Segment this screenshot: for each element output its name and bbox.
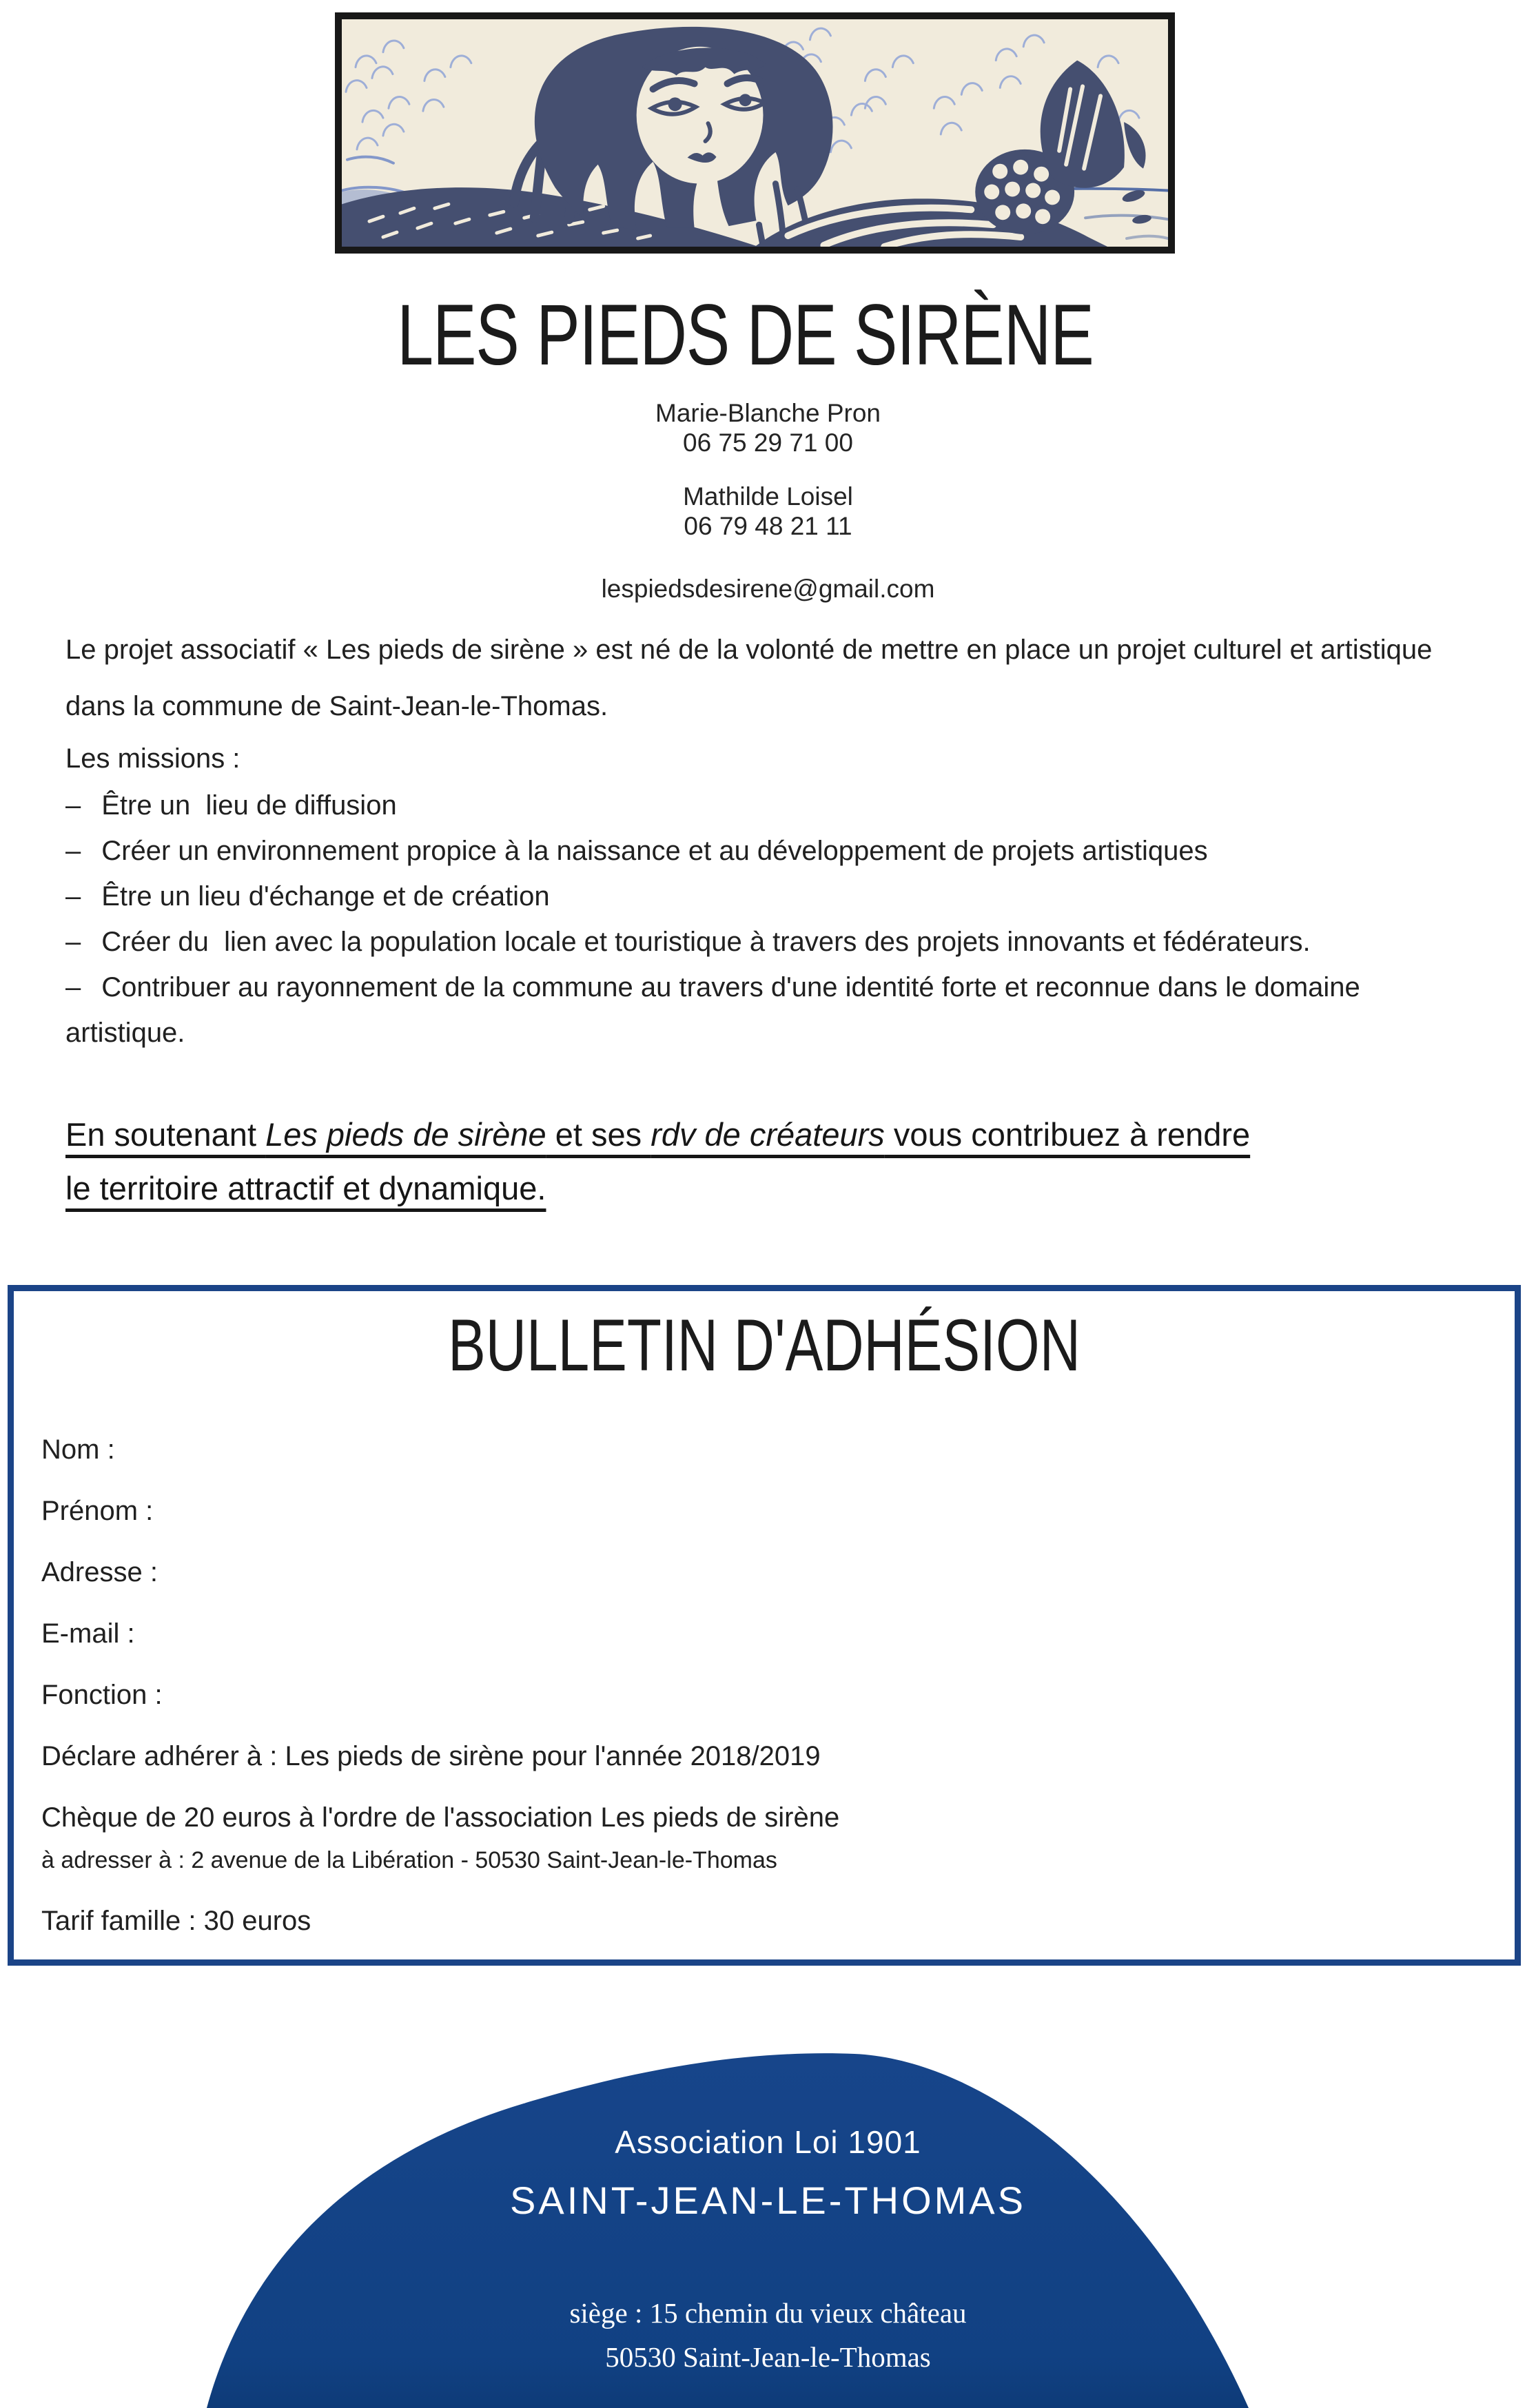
footer-section	[0, 2022, 1536, 2408]
declaration-line: Déclare adhérer à : Les pieds de sirène pour l'année 2018/2019	[41, 1741, 821, 1771]
statement-italic: Les pieds de sirène	[265, 1116, 546, 1153]
field-adresse: Adresse :	[41, 1557, 158, 1587]
statement-part: En soutenant	[65, 1116, 266, 1153]
seat-address-line1: siège : 15 chemin du vieux château	[569, 2297, 967, 2329]
support-statement	[65, 1108, 1474, 1215]
mission-dash: –	[65, 881, 81, 912]
field-prenom: Prénom :	[41, 1496, 154, 1526]
mission-dash: –	[65, 836, 81, 866]
missions-label: Les missions :	[65, 743, 240, 774]
mission-item	[65, 965, 1474, 1056]
association-city: SAINT-JEAN-LE-THOMAS	[510, 2179, 1026, 2222]
family-rate-line: Tarif famille : 30 euros	[41, 1906, 311, 1936]
mission-item	[65, 828, 1474, 874]
seat-address-line2: 50530 Saint-Jean-le-Thomas	[605, 2341, 931, 2373]
spacer	[0, 541, 1536, 574]
field-email: E-mail :	[41, 1618, 135, 1649]
artwork-frame	[335, 12, 1175, 254]
association-type: Association Loi 1901	[615, 2124, 921, 2160]
intro-paragraph: Le projet associatif « Les pieds de sirène » est né de la volonté de mettre en place un projet culturel et artistique dans la commune de Saint-Jean-le-Thomas.	[65, 635, 1433, 721]
mission-text: Créer un environnement propice à la naissance et au développement de projets artistiques	[101, 836, 1208, 866]
membership-form-box	[8, 1285, 1521, 1966]
statement-line2: le territoire attractif et dynamique.	[65, 1170, 546, 1206]
right-pupil	[739, 94, 752, 106]
mission-item	[65, 919, 1474, 965]
field-fonction: Fonction :	[41, 1680, 163, 1710]
mission-text: Créer du lien avec la population locale et touristique à travers des projets innovants et fédérateurs.	[101, 927, 1311, 957]
mission-text: Être un lieu de diffusion	[101, 790, 397, 821]
contact-name-2: Mathilde Loisel	[683, 482, 853, 511]
statement-italic: rdv de créateurs	[651, 1116, 885, 1153]
contact-name-1: Marie-Blanche Pron	[655, 399, 881, 427]
mission-item	[65, 874, 1474, 919]
mission-dash: –	[65, 790, 81, 821]
mailing-address-line: à adresser à : 2 avenue de la Libération - 50530 Saint-Jean-le-Thomas	[41, 1847, 777, 1873]
mission-item	[65, 783, 1474, 828]
contact-phone-1: 06 75 29 71 00	[683, 429, 853, 457]
statement-part: et ses	[546, 1116, 651, 1153]
mission-text: Être un lieu d'échange et de création	[101, 881, 550, 912]
contact-phone-2: 06 79 48 21 11	[684, 512, 852, 540]
statement-part: vous contribuez à rendre	[884, 1116, 1251, 1153]
form-title: BULLETIN D'ADHÉSION	[448, 1305, 1081, 1387]
mission-text: Contribuer au rayonnement de la commune au travers d'une identité forte et reconnue dans le domaine artistique.	[65, 972, 1368, 1048]
mission-dash: –	[65, 927, 81, 957]
mission-dash: –	[65, 972, 81, 1002]
mermaid-illustration	[342, 19, 1168, 247]
intro-section	[65, 621, 1474, 1056]
contact-block	[0, 398, 1536, 604]
left-pupil	[668, 97, 682, 111]
field-nom: Nom :	[41, 1434, 115, 1465]
page-title: LES PIEDS DE SIRÈNE	[397, 287, 1094, 384]
spacer	[0, 457, 1536, 482]
payment-line: Chèque de 20 euros à l'ordre de l'association Les pieds de sirène	[41, 1802, 840, 1833]
contact-email: lespiedsdesirene@gmail.com	[601, 575, 935, 603]
